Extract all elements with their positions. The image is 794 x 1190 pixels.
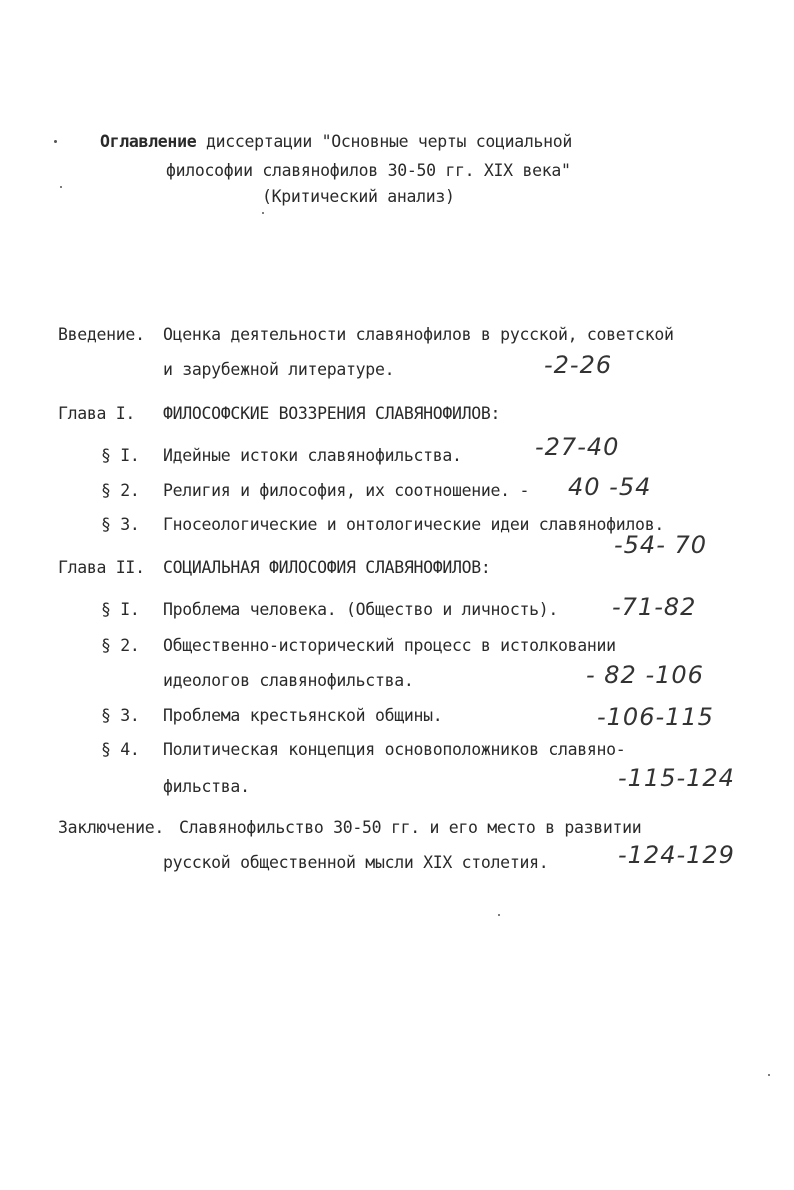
chapter1-label: Глава I. — [58, 404, 136, 423]
title-label: Оглавление — [100, 132, 197, 151]
conclusion-text-1: Славянофильство 30-50 гг. и его место в развитии — [179, 818, 642, 837]
ch2-s4-num: § 4. — [101, 740, 140, 759]
title-line-2: философии славянофилов 30-50 гг. XIX века" — [166, 161, 571, 180]
title-line-1 — [100, 132, 572, 152]
conclusion-pages: -124-129 — [618, 841, 735, 869]
ch2-s4-pages: -115-124 — [618, 764, 735, 792]
ch2-s2-text-1: Общественно-исторический процесс в истолковании — [163, 636, 616, 655]
conclusion-text-2: русской общественной мысли XIX столетия. — [163, 853, 549, 872]
title-text-1: диссертации "Основные черты социальной — [205, 132, 573, 151]
page-speck — [498, 914, 500, 916]
ch2-s2-num: § 2. — [101, 636, 140, 655]
ch1-s2-num: § 2. — [101, 481, 140, 500]
ch2-s1-text: Проблема человека. (Общество и личность). — [163, 600, 558, 619]
ch1-s3-num: § 3. — [101, 515, 140, 534]
ch1-s3-text: Гносеологические и онтологические идеи славянофилов. — [163, 515, 664, 534]
title-line-3: (Критический анализ) — [262, 187, 455, 206]
ch1-s1-pages: -27-40 — [535, 433, 620, 461]
intro-text-2: и зарубежной литературе. — [163, 360, 395, 379]
chapter2-title: СОЦИАЛЬНАЯ ФИЛОСОФИЯ СЛАВЯНОФИЛОВ: — [163, 558, 491, 577]
ch2-s3-num: § 3. — [101, 706, 140, 725]
ch2-s2-text-2: идеологов славянофильства. — [163, 671, 414, 690]
page-speck — [768, 1074, 770, 1076]
page-speck — [54, 140, 57, 143]
chapter1-title: ФИЛОСОФСКИЕ ВОЗЗРЕНИЯ СЛАВЯНОФИЛОВ: — [163, 404, 501, 423]
ch1-s1-num: § I. — [101, 446, 140, 465]
ch2-s2-pages: - 82 -106 — [586, 661, 704, 689]
intro-pages: -2-26 — [544, 351, 613, 379]
conclusion-label: Заключение. — [58, 818, 164, 837]
ch2-s1-num: § I. — [101, 600, 140, 619]
ch1-s2-text: Религия и философия, их соотношение. - — [163, 481, 530, 500]
ch2-s4-text-1: Политическая концепция основоположников славяно- — [163, 740, 626, 759]
ch2-s3-text: Проблема крестьянской общины. — [163, 706, 443, 725]
ch2-s3-pages: -106-115 — [597, 703, 714, 731]
ch1-s1-text: Идейные истоки славянофильства. — [163, 446, 462, 465]
ch2-s1-pages: -71-82 — [612, 593, 697, 621]
ch1-s2-pages: 40 -54 — [568, 473, 652, 501]
chapter2-label: Глава II. — [58, 558, 145, 577]
intro-label: Введение. — [58, 325, 145, 344]
intro-text-1: Оценка деятельности славянофилов в русской, советской — [163, 325, 674, 344]
ch2-s4-text-2: фильства. — [163, 777, 250, 796]
ch1-s3-pages: -54- 70 — [614, 531, 708, 559]
page-speck — [60, 186, 62, 188]
page-speck — [262, 212, 264, 214]
